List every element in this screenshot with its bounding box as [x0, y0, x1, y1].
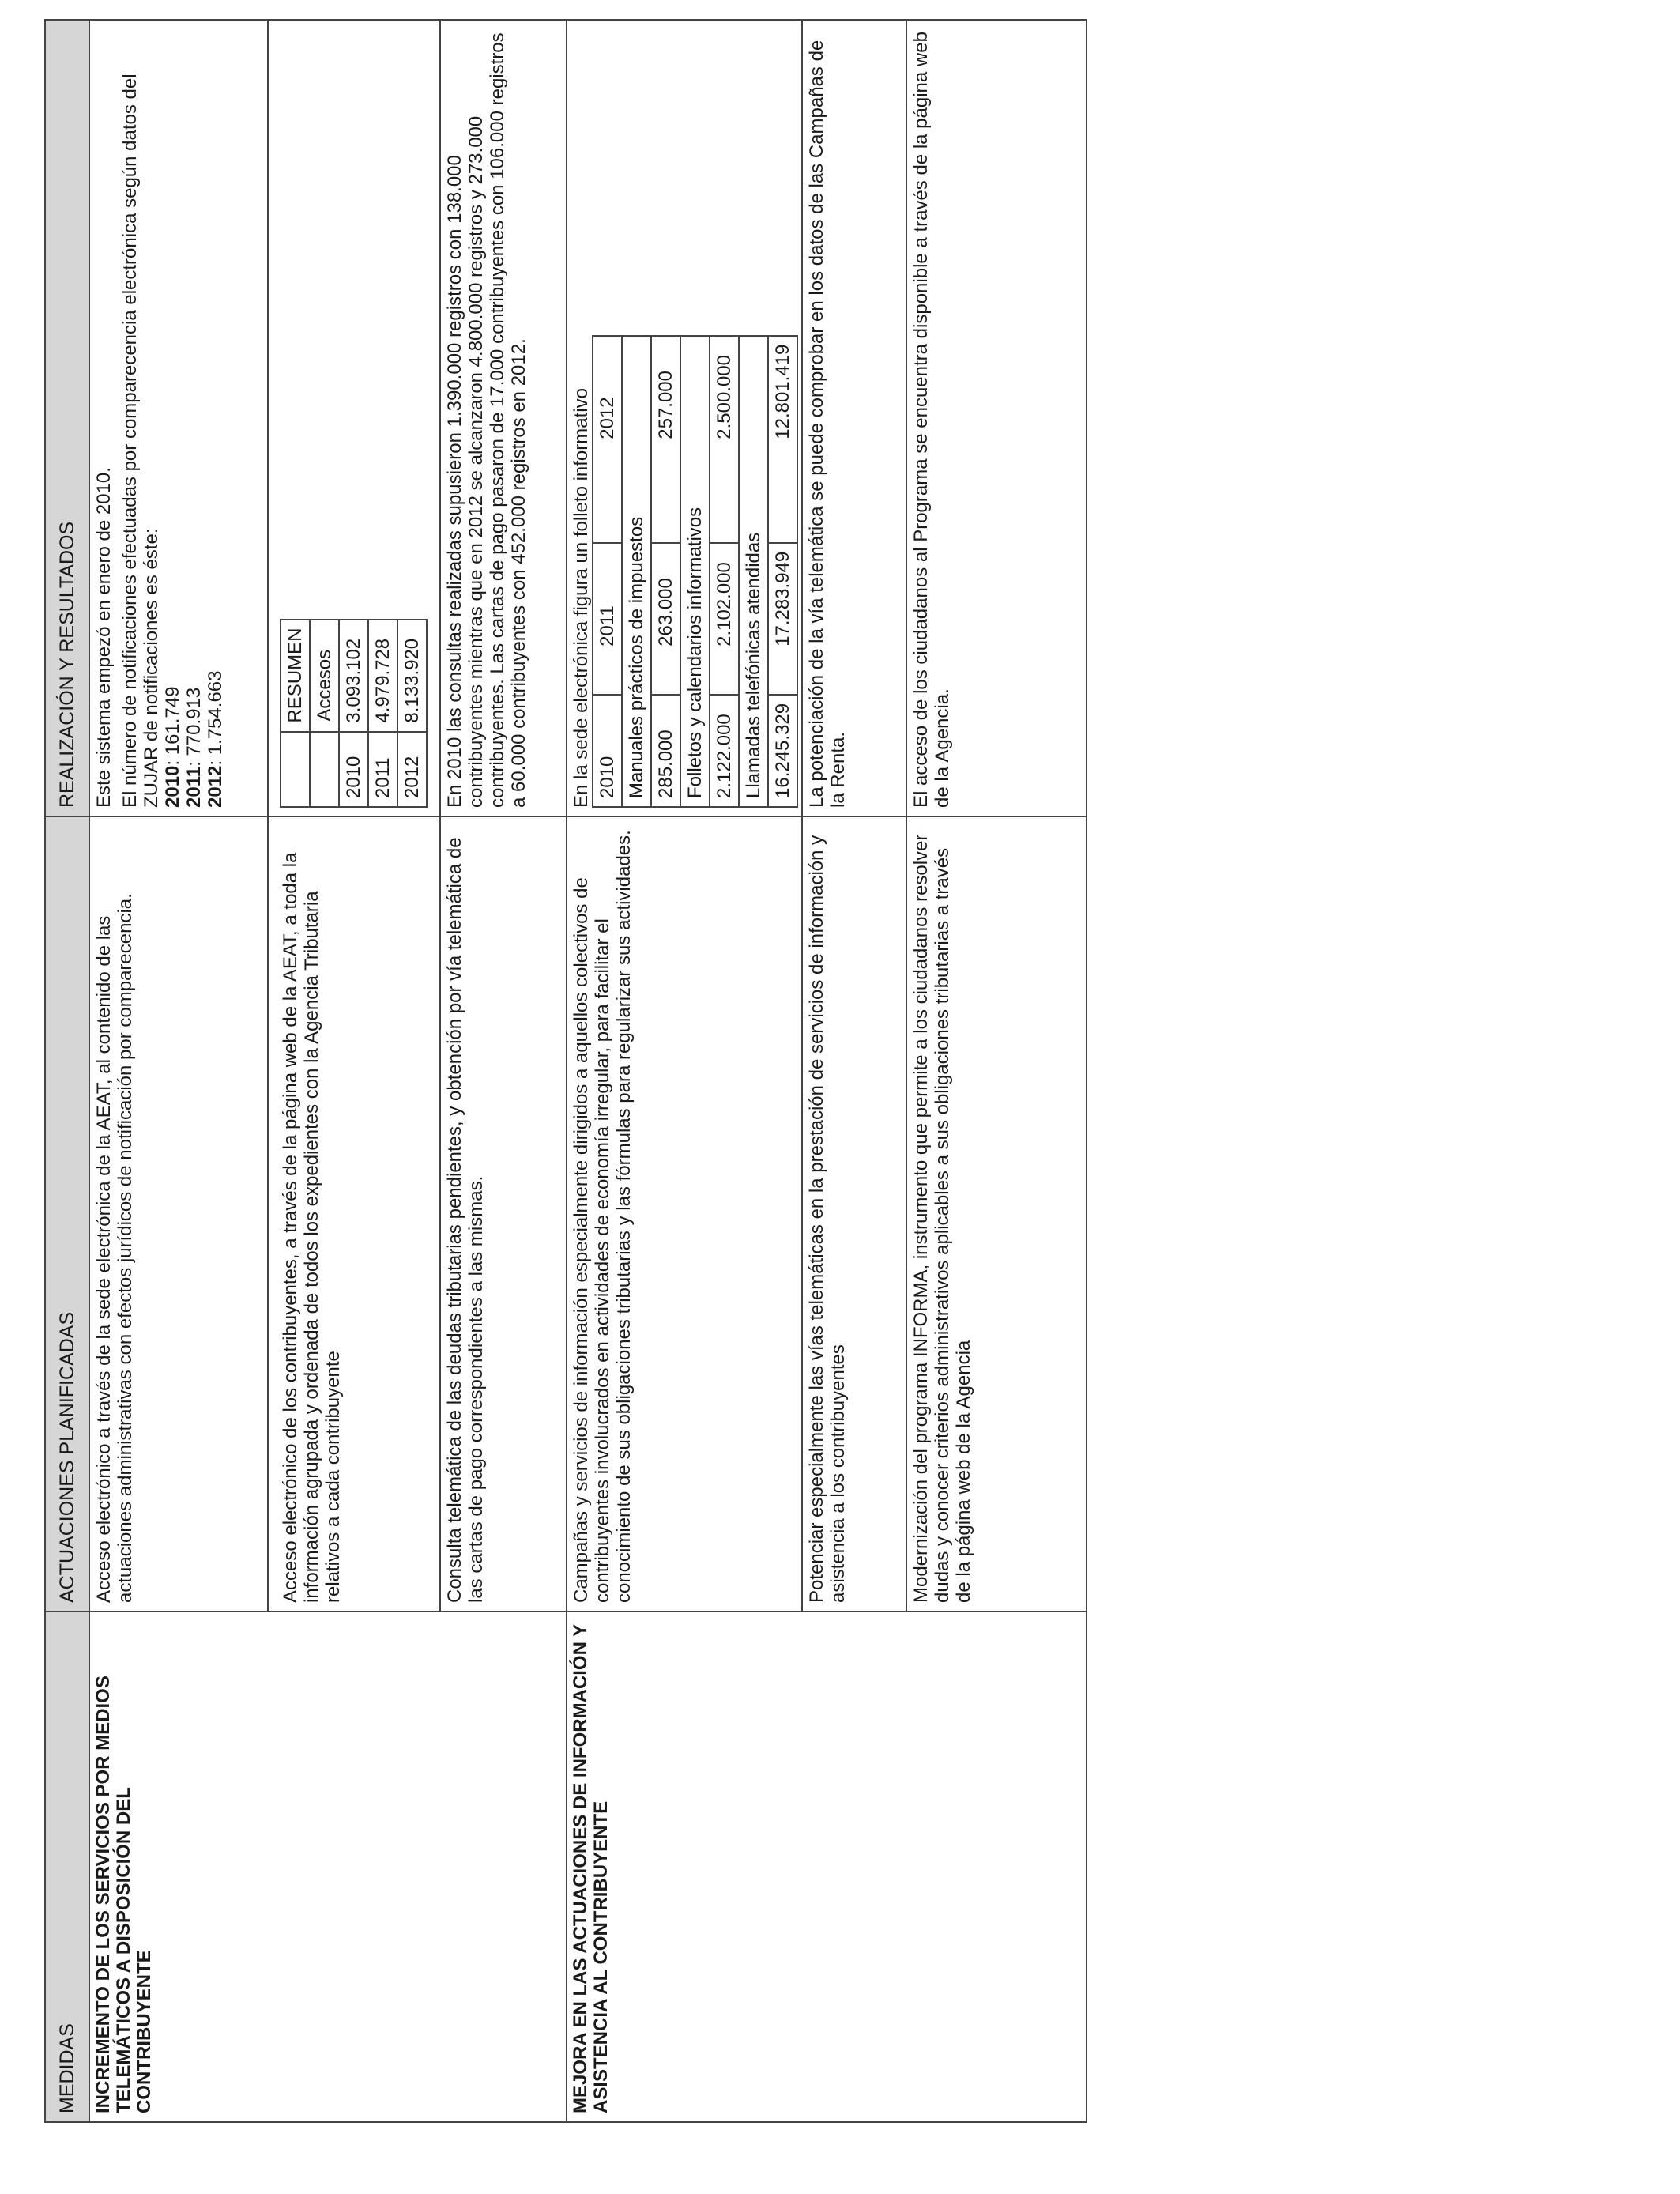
- item-value: 263.000: [651, 543, 680, 695]
- result-text: En la sede electrónica figura un folleto informativo: [571, 388, 592, 808]
- resumen-value: 4.979.728: [368, 620, 397, 732]
- item-value: 16.245.329: [768, 695, 797, 807]
- result-text: Este sistema empezó en enero de 2010.: [93, 467, 115, 808]
- item-value: 257.000: [651, 336, 680, 543]
- actuacion-cell: Consulta telemática de las deudas tributarias pendientes, y obtención por vía telemática de las cartas de pago correspondientes a las mismas.: [440, 816, 567, 1612]
- year-label: 2010: [593, 695, 622, 807]
- resultado-cell: La potenciación de la vía telemática se puede comprobar en los datos de las Campañas de la Renta.: [802, 20, 906, 816]
- item-value: 12.801.419: [768, 336, 797, 543]
- item-label: Manuales prácticos de impuestos: [622, 336, 651, 807]
- resumen-year: 2011: [368, 732, 397, 807]
- header-medidas: MEDIDAS: [45, 1612, 89, 2122]
- item-label: Folletos y calendarios informativos: [680, 336, 710, 807]
- table-row: [567, 20, 802, 2122]
- resultado-cell: [268, 20, 440, 816]
- item-value: 2.500.000: [710, 336, 739, 543]
- year-label: 2012: [593, 336, 622, 543]
- medida-informacion-asistencia: MEJORA EN LAS ACTUACIONES DE INFORMACIÓN Y ASISTENCIA AL CONTRIBUYENTE: [567, 1612, 1087, 2122]
- resumen-year: 2010: [339, 732, 368, 807]
- folleto-table: [592, 335, 798, 808]
- resumen-year: 2012: [397, 732, 427, 807]
- resumen-value: 3.093.102: [339, 620, 368, 732]
- measures-table: [44, 19, 1087, 2123]
- actuacion-cell: Potenciar especialmente las vías telemáticas en la prestación de servicios de información y asistencia a los contribuyentes: [802, 816, 906, 1612]
- item-value: 2.122.000: [710, 695, 739, 807]
- resumen-value: 8.133.920: [397, 620, 427, 732]
- resultado-cell: [89, 20, 268, 816]
- notif-line: 2010: 161.749: [162, 686, 183, 808]
- header-realizacion: REALIZACIÓN Y RESULTADOS: [45, 20, 89, 816]
- actuacion-cell: Campañas y servicios de información especialmente dirigidos a aquellos colectivos de contribuyentes involucrados en actividades de economía irregular, para facilitar el conocimiento de sus obligaciones tributarias y las fórmulas para regularizar sus actividades.: [567, 816, 802, 1612]
- resumen-table: [280, 619, 428, 808]
- table-row: [89, 20, 268, 2122]
- notif-line: 2012: 1.754.663: [205, 670, 226, 808]
- actuacion-cell: Modernización del programa INFORMA, instrumento que permite a los ciudadanos resolver dudas y conocer criterios administrativos aplicables a sus obligaciones tributarias a través de la página web de la Agencia: [906, 816, 1087, 1612]
- actuacion-cell: Acceso electrónico de los contribuyentes, a través de la página web de la AEAT, a toda la información agrupada y ordenada de todos los expedientes con la Agencia Tributaria relativos a cada contribuyente: [268, 816, 440, 1612]
- resumen-title: RESUMEN: [281, 620, 310, 732]
- item-value: 2.102.000: [710, 543, 739, 695]
- actuacion-cell: Acceso electrónico a través de la sede electrónica de la AEAT, al contenido de las actuaciones administrativas con efectos jurídicos de notificación por comparecencia.: [89, 816, 268, 1612]
- result-text: El número de notificaciones efectuadas por comparecencia electrónica según datos del ZUJAR de notificaciones es éste:: [119, 74, 162, 808]
- medida-servicios-telematicos: INCREMENTO DE LOS SERVICIOS POR MEDIOS TELEMÁTICOS A DISPOSICIÓN DEL CONTRIBUYENTE: [89, 1612, 567, 2122]
- header-actuaciones: ACTUACIONES PLANIFICADAS: [45, 816, 89, 1612]
- item-value: 285.000: [651, 695, 680, 807]
- notif-line: 2011: 770.913: [183, 687, 205, 808]
- resultado-cell: El acceso de los ciudadanos al Programa se encuentra disponible a través de la página web de la Agencia.: [906, 20, 1087, 816]
- table-header-row: [45, 20, 89, 2122]
- rotated-page: [44, 21, 1087, 2123]
- year-label: 2011: [593, 543, 622, 695]
- resultado-cell: En 2010 las consultas realizadas supusieron 1.390.000 registros con 138.000 contribuyentes mientras que en 2012 se alcanzaron 4.800.000 registros y 273.000 contribuyentes. Las cartas de pago pasaron de 17.000 contribuyentes con 106.000 registros a 60.000 contribuyentes con 452.000 registros en 2012.: [440, 20, 567, 816]
- item-value: 17.283.949: [768, 543, 797, 695]
- resumen-col-header: Accesos: [310, 620, 339, 732]
- item-label: Llamadas telefónicas atendidas: [739, 336, 768, 807]
- resultado-cell: [567, 20, 802, 816]
